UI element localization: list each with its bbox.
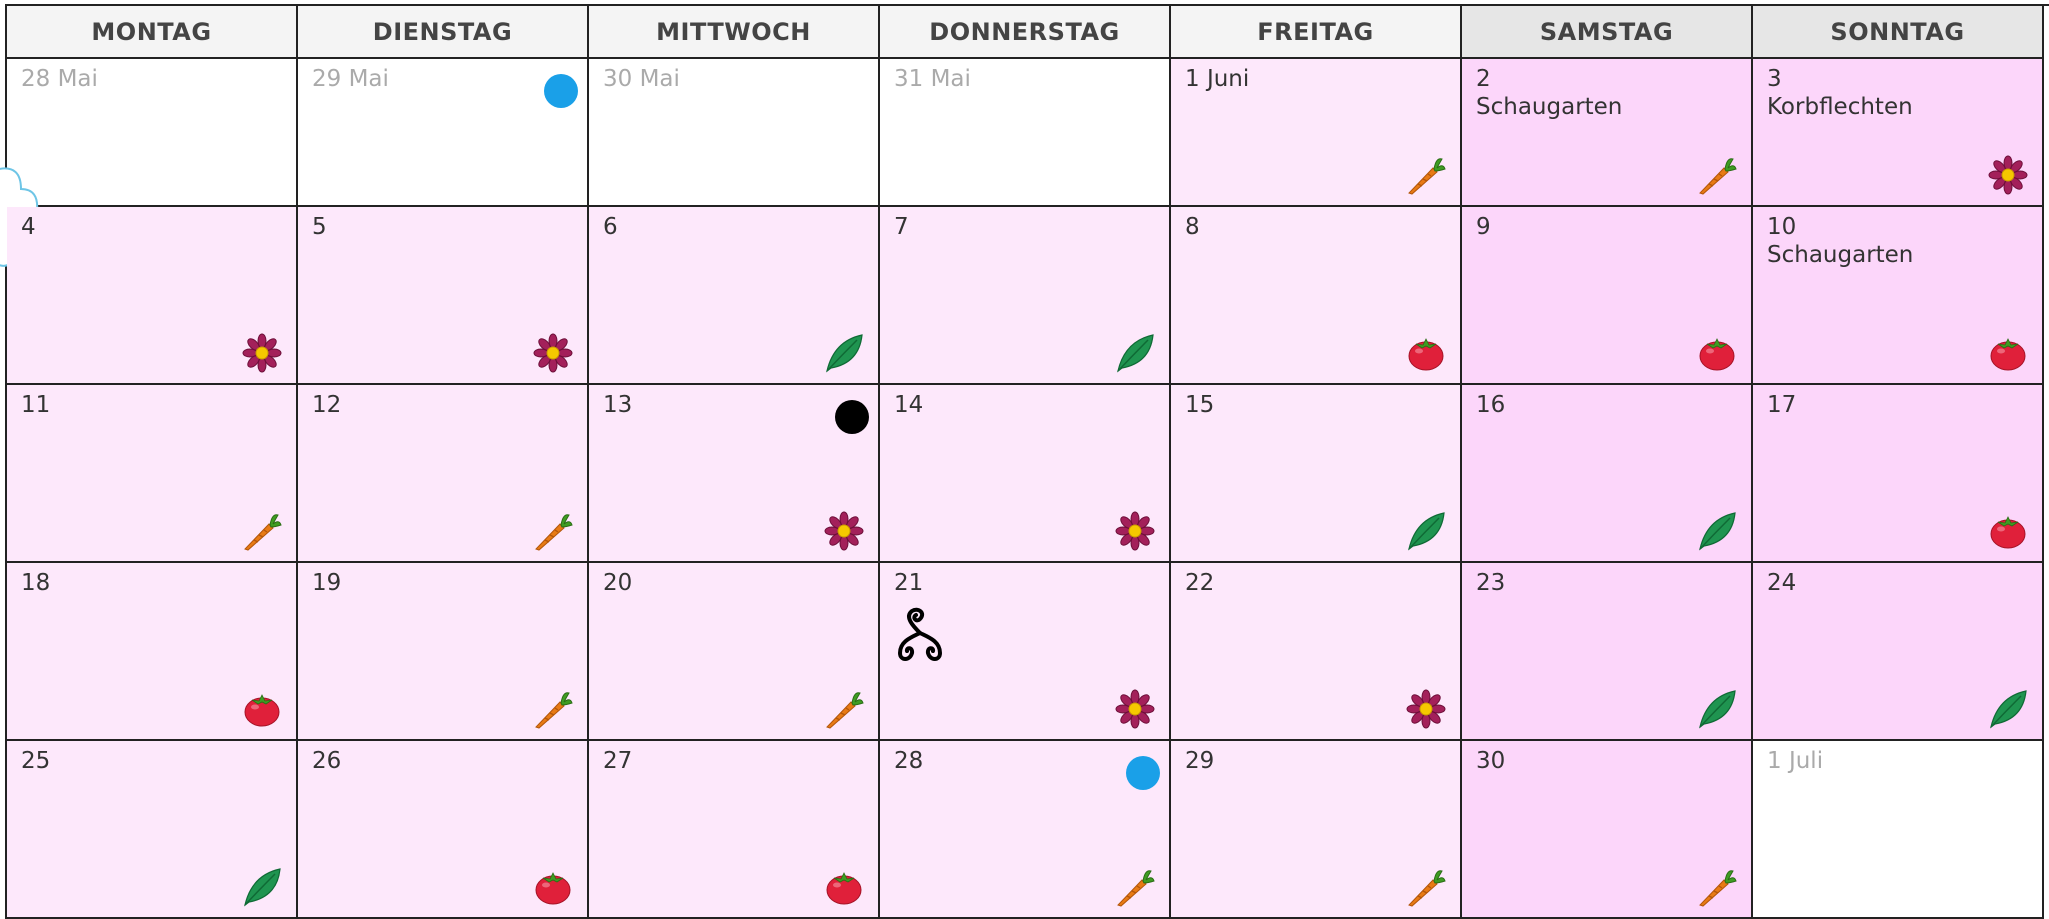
tomato-icon [1406,333,1446,373]
flower-icon [824,511,864,551]
carrot-icon [824,689,864,729]
day-number: 1 Juli [1767,748,1824,774]
day-number: 29 [1185,748,1215,774]
day-number: 29 Mai [312,66,389,92]
day-cell[interactable] [1753,59,2044,207]
weekday-header-3: DONNERSTAG [880,6,1171,59]
flower-icon [533,333,573,373]
event-label[interactable]: Schaugarten [1767,242,1914,268]
day-number: 31 Mai [894,66,971,92]
weekday-header-row [7,6,2049,59]
day-cell[interactable] [589,741,880,919]
weekday-header-1: DIENSTAG [298,6,589,59]
event-label[interactable]: Schaugarten [1476,94,1623,120]
day-number: 7 [894,214,909,240]
leaf-icon [1697,511,1737,551]
carrot-icon [1115,867,1155,907]
flower-icon [1406,689,1446,729]
day-cell[interactable] [880,207,1171,385]
calendar-grid [7,59,2049,919]
week-row [7,563,2049,741]
day-number: 24 [1767,570,1797,596]
week-row [7,741,2049,919]
weekday-header-0: MONTAG [7,6,298,59]
carrot-icon [533,511,573,551]
day-number: 12 [312,392,342,418]
tomato-icon [1988,333,2028,373]
day-number: 27 [603,748,633,774]
day-cell[interactable] [298,741,589,919]
leaf-icon [1697,689,1737,729]
flower-icon [242,333,282,373]
day-cell[interactable] [1462,385,1753,563]
day-number: 14 [894,392,924,418]
tomato-icon [533,867,573,907]
carrot-icon [533,689,573,729]
day-cell[interactable] [880,385,1171,563]
day-number: 21 [894,570,924,596]
day-number: 13 [603,392,633,418]
day-cell[interactable] [7,207,298,385]
day-cell[interactable] [1753,563,2044,741]
day-cell[interactable] [1171,741,1462,919]
leaf-icon [824,333,864,373]
day-cell[interactable] [589,563,880,741]
day-cell[interactable] [1462,207,1753,385]
day-cell[interactable] [298,385,589,563]
day-number: 4 [21,214,36,240]
flower-icon [1115,689,1155,729]
new-moon-icon [834,399,870,435]
flower-icon [1988,155,2028,195]
carrot-icon [1406,867,1446,907]
day-number: 2 [1476,66,1491,92]
tomato-icon [1697,333,1737,373]
day-cell[interactable] [589,59,880,207]
day-cell[interactable] [880,741,1171,919]
tomato-icon [1988,511,2028,551]
day-cell[interactable] [589,207,880,385]
day-number: 28 [894,748,924,774]
day-number: 6 [603,214,618,240]
day-number: 5 [312,214,327,240]
day-cell[interactable] [1462,741,1753,919]
carrot-icon [1406,155,1446,195]
month-calendar [5,4,2049,919]
tomato-icon [242,689,282,729]
full-moon-icon [1125,755,1161,791]
day-cell[interactable] [1171,385,1462,563]
day-cell[interactable] [7,59,298,207]
day-number: 20 [603,570,633,596]
leaf-icon [1115,333,1155,373]
day-cell[interactable] [298,563,589,741]
tomato-icon [824,867,864,907]
day-number: 3 [1767,66,1782,92]
carrot-icon [1697,867,1737,907]
weekday-header-4: FREITAG [1171,6,1462,59]
day-cell[interactable] [298,207,589,385]
flower-icon [1115,511,1155,551]
day-number: 1 Juni [1185,66,1250,92]
day-cell[interactable] [7,563,298,741]
day-number: 11 [21,392,51,418]
day-cell[interactable] [1171,59,1462,207]
leaf-icon [242,867,282,907]
weekday-header-6: SONNTAG [1753,6,2044,59]
day-number: 15 [1185,392,1215,418]
leaf-icon [1988,689,2028,729]
carrot-icon [242,511,282,551]
event-label[interactable]: Korbflechten [1767,94,1913,120]
day-number: 23 [1476,570,1506,596]
day-number: 18 [21,570,51,596]
day-number: 22 [1185,570,1215,596]
triskelion-icon [888,603,952,667]
day-cell[interactable] [7,385,298,563]
day-number: 25 [21,748,51,774]
weekday-header-2: MITTWOCH [589,6,880,59]
day-cell[interactable] [880,59,1171,207]
day-cell[interactable] [589,385,880,563]
day-cell[interactable] [1171,563,1462,741]
week-row [7,207,2049,385]
day-number: 30 [1476,748,1506,774]
day-number: 19 [312,570,342,596]
day-cell[interactable] [1753,207,2044,385]
carrot-icon [1697,155,1737,195]
day-cell[interactable] [1753,385,2044,563]
full-moon-icon [543,73,579,109]
day-number: 17 [1767,392,1797,418]
week-row [7,59,2049,207]
day-number: 28 Mai [21,66,98,92]
day-number: 16 [1476,392,1506,418]
leaf-icon [1406,511,1446,551]
day-number: 26 [312,748,342,774]
day-number: 30 Mai [603,66,680,92]
day-cell[interactable] [7,741,298,919]
day-number: 9 [1476,214,1491,240]
weekday-header-5: SAMSTAG [1462,6,1753,59]
day-cell[interactable] [1462,59,1753,207]
day-cell[interactable] [880,563,1171,741]
day-cell[interactable] [1171,207,1462,385]
day-number: 10 [1767,214,1797,240]
day-cell[interactable] [298,59,589,207]
day-number: 8 [1185,214,1200,240]
day-cell[interactable] [1753,741,2044,919]
week-row [7,385,2049,563]
day-cell[interactable] [1462,563,1753,741]
